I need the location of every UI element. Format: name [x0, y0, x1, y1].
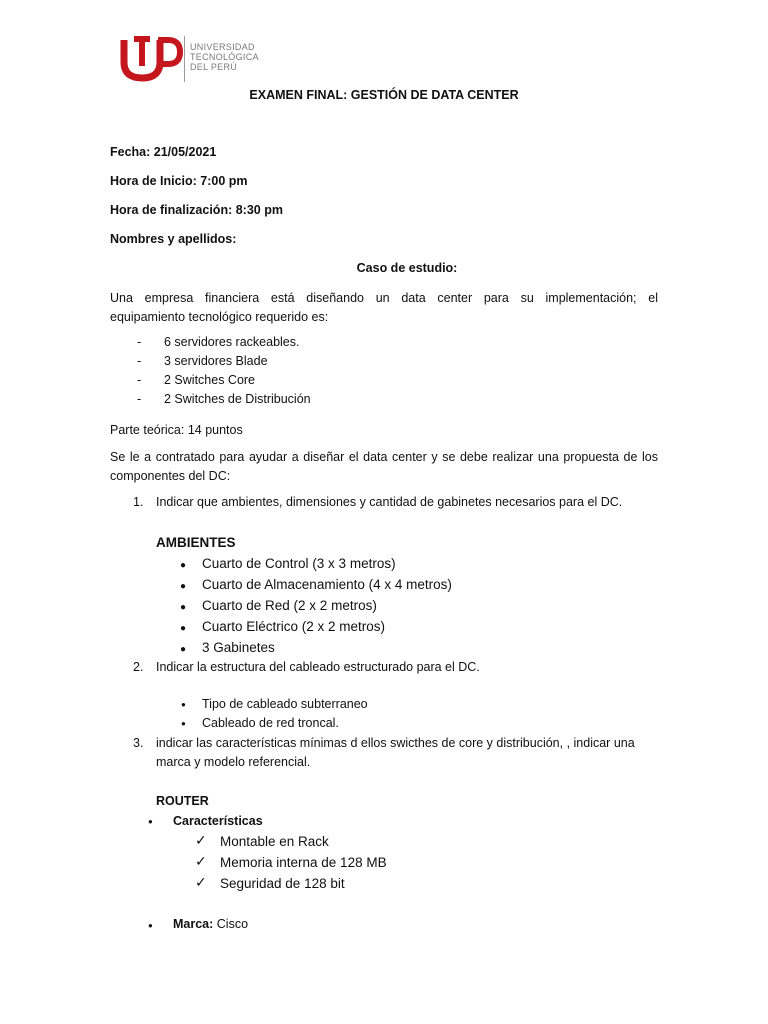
question-2-number: 2. [133, 660, 144, 674]
equipment-item: 3 servidores Blade [164, 354, 268, 368]
question-2-text: Indicar la estructura del cableado estructurado para el DC. [156, 660, 480, 674]
dash-marker: - [137, 354, 142, 368]
router-feature: Montable en Rack [220, 834, 329, 849]
checkmark-icon: ✓ [195, 832, 207, 848]
question-1-number: 1. [133, 495, 144, 509]
question-3-line-2: marca y modelo referencial. [156, 755, 311, 769]
bullet-marker: ● [180, 560, 187, 571]
intro-line-2: equipamiento tecnológico requerido es: [110, 310, 329, 324]
utp-logo [120, 34, 270, 84]
bullet-marker: ● [148, 921, 153, 930]
equipment-item: 2 Switches Core [164, 373, 256, 387]
marca-label: Marca: [173, 917, 214, 931]
bullet-marker: ● [180, 581, 187, 592]
logo-line-3: DEL PERÚ [190, 62, 238, 72]
logo-text [190, 42, 259, 72]
router-feature: Memoria interna de 128 MB [220, 855, 387, 870]
hora-inicio-field: Hora de Inicio: 7:00 pm [110, 174, 248, 188]
hora-fin-field: Hora de finalización: 8:30 pm [110, 203, 283, 217]
question-1-text: Indicar que ambientes, dimensiones y cantidad de gabinetes necesarios para el DC. [156, 495, 623, 509]
question-3-number: 3. [133, 736, 144, 750]
ambiente-item: Cuarto de Red (2 x 2 metros) [202, 598, 377, 613]
intro-line-1: Una empresa financiera está diseñando un data center para su implementación; el [110, 291, 658, 305]
logo-line-2: TECNOLÓGICA [190, 52, 259, 62]
cableado-item: Cableado de red troncal. [202, 716, 339, 730]
bullet-marker: ● [180, 623, 187, 634]
cableado-item: Tipo de cableado subterraneo [202, 697, 368, 711]
equipment-item: 2 Switches de Distribución [164, 392, 311, 406]
marca-value: Cisco [213, 917, 249, 931]
dash-marker: - [137, 335, 142, 349]
router-feature: Seguridad de 128 bit [220, 876, 345, 891]
fecha-field: Fecha: 21/05/2021 [110, 145, 217, 159]
caracteristicas-label: Características [173, 814, 263, 828]
ambiente-item: Cuarto de Almacenamiento (4 x 4 metros) [202, 577, 452, 592]
logo-line-1: UNIVERSIDAD [190, 42, 255, 52]
context-line-2: componentes del DC: [110, 469, 231, 483]
bullet-marker: ● [180, 644, 187, 655]
checkmark-icon: ✓ [195, 874, 207, 890]
logo-divider [184, 36, 185, 82]
ambientes-heading: AMBIENTES [156, 535, 236, 550]
utp-logo-mark [120, 34, 186, 84]
bullet-marker: ● [181, 719, 186, 728]
equipment-item: 6 servidores rackeables. [164, 335, 300, 349]
nombres-field: Nombres y apellidos: [110, 232, 237, 246]
bullet-marker: ● [181, 700, 186, 709]
bullet-marker: ● [148, 817, 153, 826]
question-3-line-1: indicar las características mínimas d ellos swicthes de core y distribución, , indicar una [156, 736, 635, 750]
dash-marker: - [137, 373, 142, 387]
context-line-1: Se le a contratado para ayudar a diseñar el data center y se debe realizar una propuesta de los [110, 450, 658, 464]
document-title: EXAMEN FINAL: GESTIÓN DE DATA CENTER [249, 88, 519, 102]
router-heading: ROUTER [156, 794, 209, 808]
dash-marker: - [137, 392, 142, 406]
ambiente-item: Cuarto Eléctrico (2 x 2 metros) [202, 619, 386, 634]
checkmark-icon: ✓ [195, 853, 207, 869]
case-title: Caso de estudio: [356, 261, 458, 275]
bullet-marker: ● [180, 602, 187, 613]
ambiente-item: 3 Gabinetes [202, 640, 275, 655]
marca-line [173, 917, 248, 931]
ambiente-item: Cuarto de Control (3 x 3 metros) [202, 556, 396, 571]
parte-teorica: Parte teórica: 14 puntos [110, 423, 243, 437]
